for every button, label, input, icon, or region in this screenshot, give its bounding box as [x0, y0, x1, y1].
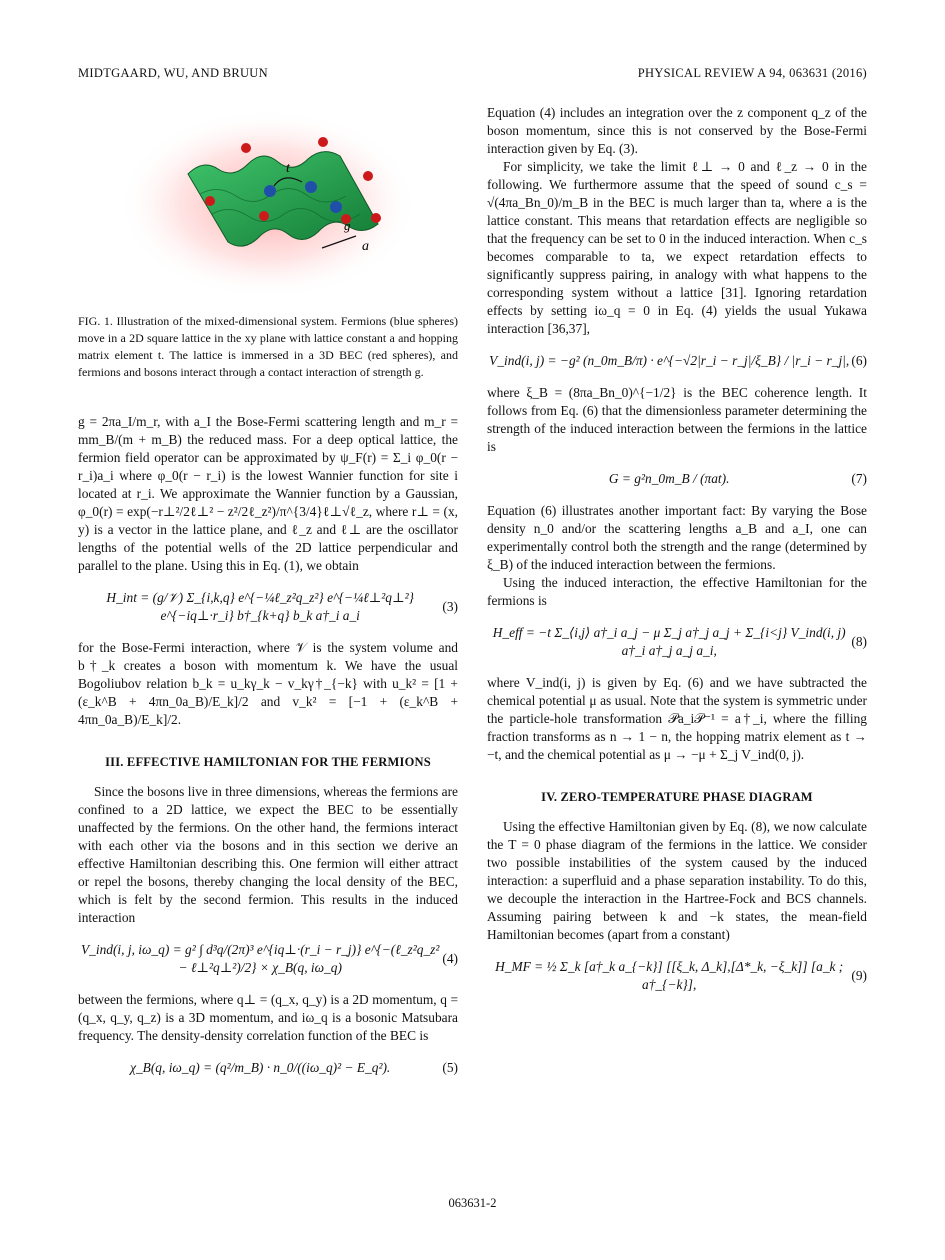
lattice-constant-label: a — [362, 239, 369, 254]
paragraph: For simplicity, we take the limit ℓ⊥ → 0 and ℓ_z → 0 in the following. We furthermore assume that the speed of sound c_s = √(4πa_Bn_0)/m_B in the BEC is much larger than ta, where a is the lattice constant. This means that retardation effects are negligible so that the frequency can be set to 0 in the induced interaction. When c_s becomes comparable to ta, we expect retardation effects to significantly suppress pairing, in analogy with what happens to the corresponding system without a lattice [31]. Ignoring retardation effects by setting iω_q = 0 in Eq. (4) yields the usual Yukawa interaction [36,37], — [487, 159, 867, 336]
figure-1-caption: FIG. 1. Illustration of the mixed-dimensional system. Fermions (blue spheres) move in a 2D square lattice in the xy plane with lattice constant a and hopping matrix element t. The lattice is immersed in a 3D BEC (red spheres), and fermions and bosons interact through a contact interaction of strength g. — [78, 314, 458, 379]
right-column — [487, 104, 867, 1008]
paragraph: Equation (6) illustrates another important fact: By varying the Bose density n_0 and/or the scattering lengths a_B and a_I, one can experimentally control both the strength and the range (determined by ξ_B) of the induced interaction between the fermions. — [487, 503, 867, 572]
equation-body: G = g²n_0m_B / (πat). — [608, 471, 730, 486]
equation-4 — [78, 941, 458, 977]
fermion-sphere — [264, 185, 276, 197]
paragraph: g = 2πa_I/m_r, with a_I the Bose-Fermi scattering length and m_r = mm_B/(m + m_B) the reduced mass. For a deep optical lattice, the fermion field operator can be approximated by ψ_F(r) = Σ_i φ_0(r − r_i)a_i where φ_0(r − r_i) is the lowest Wannier function for site i located at r_i. We approximate the Wannier function by a Gaussian, φ_0(r) = exp(−r⊥²/2ℓ⊥² − z²/2ℓ_z²)/π^{3/4}ℓ⊥√ℓ_z, where r⊥ = (x, y) is a vector in the lattice plane, and ℓ_z and ℓ⊥ are the oscillator lengths of the potential wells of the 2D lattice perpendicular and parallel to the plane. Using this in Eq. (1), we obtain — [78, 414, 458, 573]
equation-number: (6) — [851, 353, 867, 368]
fermion-sphere — [330, 201, 342, 213]
figure-1-illustration — [78, 104, 458, 299]
paragraph: where V_ind(i, j) is given by Eq. (6) and we have subtracted the chemical potential μ as usual. Note that the system is symmetric under the particle-hole transformation 𝒫a_i𝒫⁻¹ = a†_i, where the filling fraction transforms as n → 1 − n, the hopping matrix element as t → −t, and the chemical potential as μ → −μ + Σ_j V_ind(0, j). — [487, 675, 867, 762]
paragraph: Since the bosons live in three dimensions, whereas the fermions are confined to a 2D lattice, we expect the BEC to be essentially unaffected by the fermions. On the other hand, the fermions interact with each other via the bosons and in this section we derive an effective Hamiltonian describing this. One fermion will either attract or repel the bosons, thereby changing the local density of the BEC, which is felt by the second fermion. This results in the induced interaction — [78, 784, 458, 925]
equation-body: H_MF = ½ Σ_k [a†_k a_{−k}] [[ξ_k, Δ_k],[Δ*_k, −ξ_k]] [a_k ; a†_{−k}], — [495, 959, 844, 992]
section-heading: III. EFFECTIVE HAMILTONIAN FOR THE FERMIONS — [105, 755, 431, 769]
interaction-label: g — [344, 218, 351, 233]
equation-9 — [487, 958, 867, 994]
paragraph: for the Bose-Fermi interaction, where 𝒱 is the system volume and b†_k creates a boson with momentum k. We have the usual Bogoliubov relation b_k = u_kγ_k − v_kγ†_{−k} with u_k² = [1 + (ε_k^B + 4πn_0a_B)/E_k]/2 and v_k² = [−1 + (ε_k^B + 4πn_0a_B)/E_k]/2. — [78, 640, 458, 727]
running-header-authors: MIDTGAARD, WU, AND BRUUN — [78, 66, 268, 80]
paragraph: Equation (4) includes an integration over the z component q_z of the boson momentum, since this is not conserved by the Bose-Fermi interaction given by Eq. (3). — [487, 105, 867, 156]
boson-sphere — [318, 137, 328, 147]
section-heading: IV. ZERO-TEMPERATURE PHASE DIAGRAM — [541, 790, 813, 804]
boson-sphere — [371, 213, 381, 223]
equation-3 — [78, 589, 458, 625]
paragraph: where ξ_B = (8πa_Bn_0)^{−1/2} is the BEC coherence length. It follows from Eq. (6) that the dimensionless parameter determining the strength of the induced interaction between the fermions in the lattice is — [487, 385, 867, 454]
paragraph: between the fermions, where q⊥ = (q_x, q_y) is a 2D momentum, q = (q_x, q_y, q_z) is a 3D momentum, and iω_q is a bosonic Matsubara frequency. The density-density correlation function of the BEC is — [78, 992, 458, 1043]
boson-sphere — [363, 171, 373, 181]
left-column — [78, 104, 458, 1091]
hopping-label: t — [286, 161, 290, 176]
equation-5 — [78, 1059, 458, 1077]
equation-number: (3) — [442, 599, 458, 614]
equation-number: (7) — [851, 471, 867, 486]
paragraph: Using the effective Hamiltonian given by Eq. (8), we now calculate the T = 0 phase diagram of the fermions in the lattice. We consider two possible instabilities of the system caused by the induced interaction: a superfluid and a phase separation instability. To do this, we decouple the interaction in the Hartree-Fock and BCS channels. Assuming pairing between k and −k states, the mean-field Hamiltonian becomes (apart from a constant) — [487, 819, 867, 942]
equation-body: H_int = (g/𝒱) Σ_{i,k,q} e^{−¼ℓ_z²q_z²} e^{−¼ℓ⊥²q⊥²} e^{−iq⊥·r_i} b†_{k+q} b_k a†_i a_i — [106, 590, 414, 623]
equation-number: (5) — [442, 1060, 458, 1075]
running-header-journal: PHYSICAL REVIEW A 94, 063631 (2016) — [637, 66, 867, 80]
fermion-sphere — [305, 181, 317, 193]
paragraph: Using the induced interaction, the effective Hamiltonian for the fermions is — [487, 575, 867, 608]
boson-sphere — [241, 143, 251, 153]
equation-body: H_eff = −t Σ_⟨i,j⟩ a†_i a_j − μ Σ_j a†_j a_j + Σ_{i<j} V_ind(i, j) a†_i a†_j a_j a_i, — [492, 625, 846, 658]
equation-8 — [487, 624, 867, 660]
equation-body: V_ind(i, j, iω_q) = g² ∫ d³q/(2π)³ e^{iq⊥·(r_i − r_j)} e^{−(ℓ_z²q_z² − ℓ⊥²q⊥²)/2} × χ_B(q, iω_q) — [80, 942, 440, 975]
equation-7 — [487, 470, 867, 488]
equation-number: (8) — [851, 634, 867, 649]
page-number: 063631-2 — [448, 1196, 497, 1210]
equation-number: (9) — [851, 968, 867, 983]
equation-body: χ_B(q, iω_q) = (q²/m_B) · n_0/((iω_q)² − E_q²). — [130, 1060, 391, 1075]
boson-sphere — [205, 196, 215, 206]
equation-6 — [487, 352, 867, 370]
equation-body: V_ind(i, j) = −g² (n_0m_B/π) · e^{−√2|r_i − r_j|/ξ_B} / |r_i − r_j|, — [489, 353, 850, 368]
equation-number: (4) — [442, 951, 458, 966]
boson-sphere — [259, 211, 269, 221]
